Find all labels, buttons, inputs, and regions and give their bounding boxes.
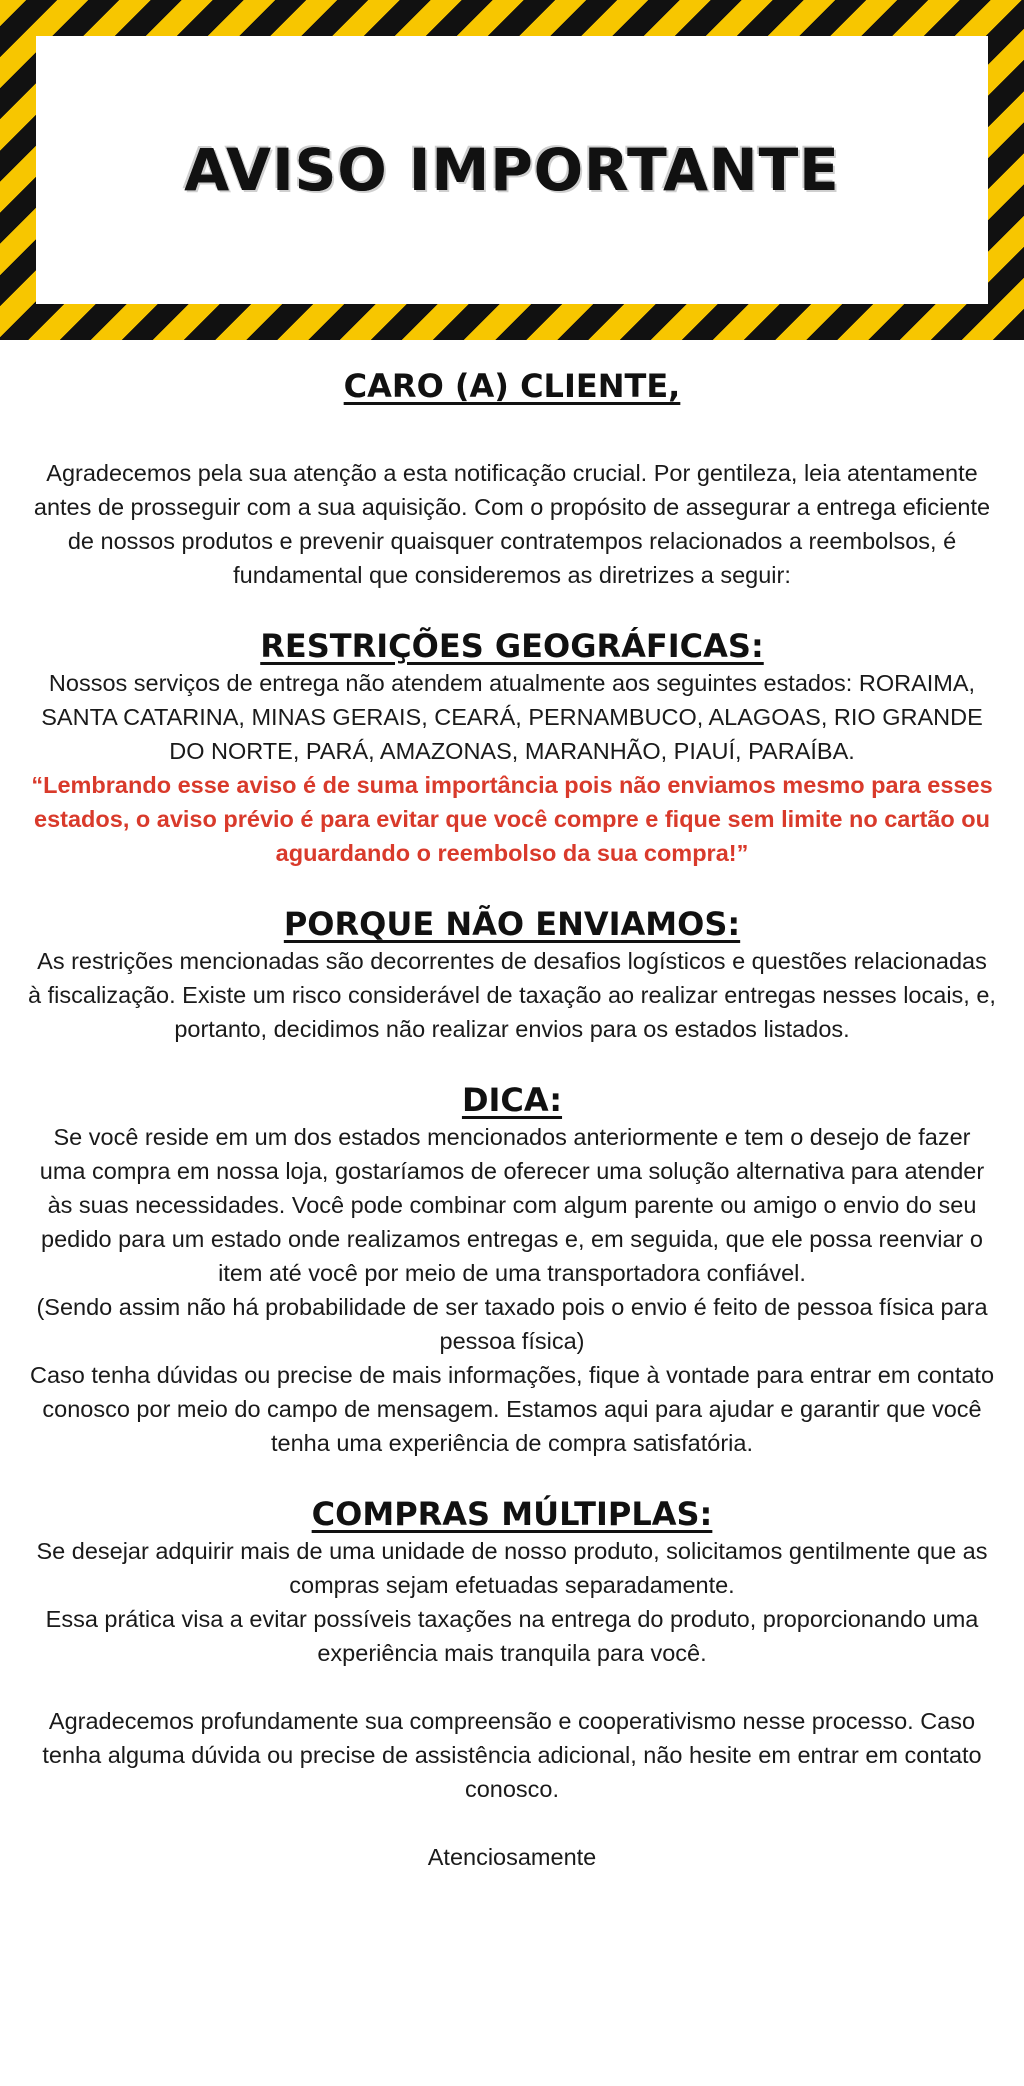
greeting-heading: CARO (A) CLIENTE, (343, 367, 681, 405)
sign-off: Atenciosamente (427, 1844, 597, 1870)
page-title: AVISO IMPORTANTE (184, 136, 840, 204)
banner-panel (36, 36, 988, 304)
intro-paragraph: Agradecemos pela sua atenção a esta notificação crucial. Por gentileza, leia atentamente antes de prosseguir com a sua aquisição. Com o propósito de assegurar a entrega eficiente de nossos produtos e prevenir quaisquer contratempos relacionados a reembolsos, é fundamental que consideremos as diretrizes a seguir: (33, 460, 991, 588)
reasons-heading: PORQUE NÃO ENVIAMOS: (283, 905, 741, 943)
tip-heading: DICA: (461, 1081, 563, 1119)
multiple-reason: Essa prática visa a evitar possíveis taxações na entrega do produto, proporcionando uma experiência mais tranquila para você. (45, 1606, 979, 1666)
hazard-stripe-banner (0, 0, 1024, 340)
tip-contact: Caso tenha dúvidas ou precise de mais informações, fique à vontade para entrar em contato conosco por meio do campo de mensagem. Estamos aqui para ajudar e garantir que você tenha uma experiência de compra satisfatória. (29, 1362, 995, 1456)
notice-body (0, 340, 1024, 2086)
multiple-paragraph: Se desejar adquirir mais de uma unidade de nosso produto, solicitamos gentilmente que as compras sejam efetuadas separadamente. (36, 1538, 988, 1598)
reasons-paragraph: As restrições mencionadas são decorrentes de desafios logísticos e questões relacionadas à fiscalização. Existe um risco considerável de taxação ao realizar entregas nesses locais, e, portanto, decidimos não realizar envios para os estados listados. (28, 948, 996, 1042)
tip-note: (Sendo assim não há probabilidade de ser taxado pois o envio é feito de pessoa física para pessoa física) (36, 1294, 988, 1354)
closing-paragraph: Agradecemos profundamente sua compreensão e cooperativismo nesse processo. Caso tenha alguma dúvida ou precise de assistência adicional, não hesite em entrar em contato conosco. (42, 1708, 982, 1802)
multiple-heading: COMPRAS MÚLTIPLAS: (311, 1495, 713, 1533)
restrictions-alert: “Lembrando esse aviso é de suma importância pois não enviamos mesmo para esses estados, o aviso prévio é para evitar que você compre e fique sem limite no cartão ou aguardando o reembolso da sua compra!” (31, 772, 993, 866)
tip-paragraph: Se você reside em um dos estados mencionados anteriormente e tem o desejo de fazer uma compra em nossa loja, gostaríamos de oferecer uma solução alternativa para atender às suas necessidades. Você pode combinar com algum parente ou amigo o envio do seu pedido para um estado onde realizamos entregas e, em seguida, que ele possa reenviar o item até você por meio de uma transportadora confiável. (39, 1124, 985, 1286)
restrictions-heading: RESTRIÇÕES GEOGRÁFICAS: (260, 627, 764, 665)
restrictions-paragraph: Nossos serviços de entrega não atendem atualmente aos seguintes estados: RORAIMA, SANTA CATARINA, MINAS GERAIS, CEARÁ, PERNAMBUCO, ALAGOAS, RIO GRANDE DO NORTE, PARÁ, AMAZONAS, MARANHÃO, PIAUÍ, PARAÍBA. (41, 670, 983, 764)
